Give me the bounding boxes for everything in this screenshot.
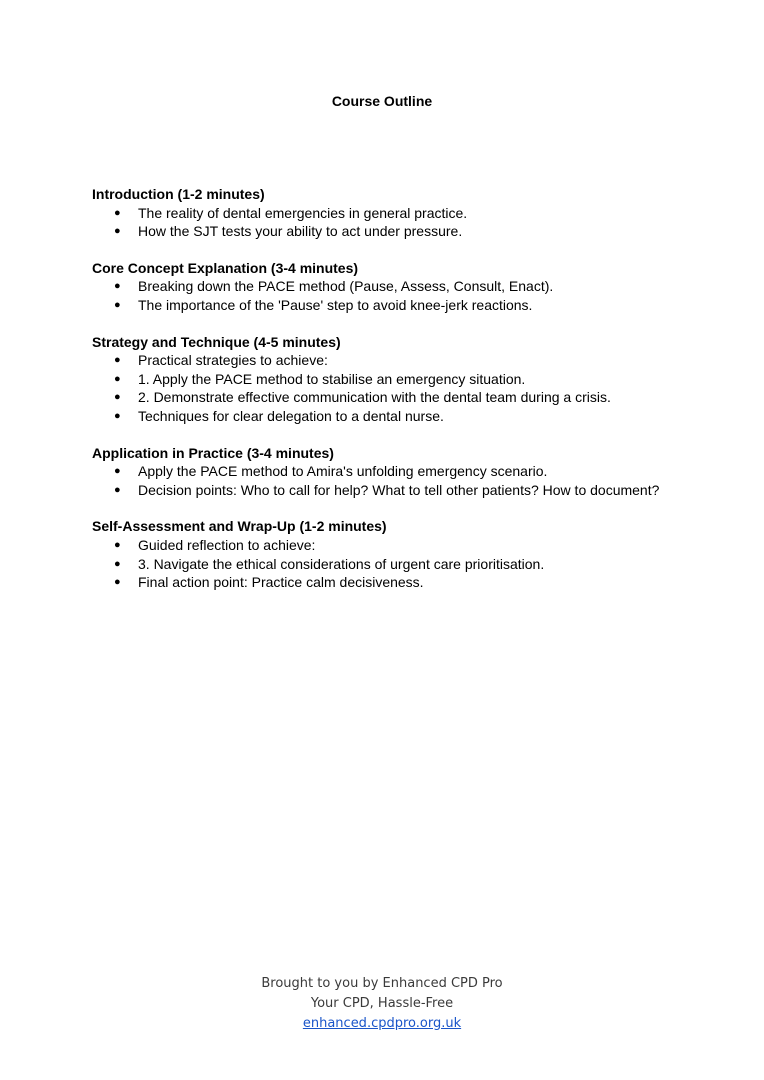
list-item-text: Practical strategies to achieve: (138, 352, 328, 369)
list-item (92, 573, 712, 592)
list-item (92, 481, 712, 500)
footer-website-link[interactable]: enhanced.cpdpro.org.uk (302, 1016, 462, 1031)
page-title: Course Outline (331, 93, 433, 109)
bullet-icon: ● (114, 225, 121, 238)
section-core-concept (92, 259, 712, 315)
bullet-icon: ● (114, 206, 121, 219)
list-item-text: How the SJT tests your ability to act under pressure. (138, 223, 463, 240)
bullet-list (92, 351, 712, 425)
list-item-text: 3. Navigate the ethical considerations of urgent care prioritisation. (138, 555, 545, 572)
section-strategy (92, 333, 712, 426)
list-item (92, 536, 712, 555)
bullet-icon: ● (114, 409, 121, 422)
section-introduction (92, 185, 712, 241)
course-outline-content (92, 185, 712, 610)
section-heading: Application in Practice (3-4 minutes) (92, 444, 334, 461)
bullet-icon: ● (114, 391, 121, 404)
footer-tagline: Brought to you by Enhanced CPD Pro (261, 976, 503, 991)
list-item-text: 1. Apply the PACE method to stabilise an emergency situation. (138, 370, 526, 387)
list-item (92, 462, 712, 481)
list-item (92, 388, 712, 407)
section-heading: Core Concept Explanation (3-4 minutes) (92, 259, 359, 276)
bullet-icon: ● (114, 280, 121, 293)
list-item (92, 222, 712, 241)
list-item (92, 555, 712, 574)
list-item (92, 277, 712, 296)
list-item (92, 204, 712, 223)
footer-slogan: Your CPD, Hassle-Free (310, 996, 454, 1011)
section-heading: Strategy and Technique (4-5 minutes) (92, 333, 341, 350)
list-item-text: Final action point: Practice calm decisiveness. (138, 574, 424, 591)
bullet-icon: ● (114, 372, 121, 385)
section-self-assessment (92, 517, 712, 591)
list-item-text: Apply the PACE method to Amira's unfolding emergency scenario. (138, 463, 548, 480)
bullet-list (92, 277, 712, 314)
bullet-icon: ● (114, 576, 121, 589)
section-heading: Introduction (1-2 minutes) (92, 186, 265, 202)
bullet-list (92, 204, 712, 241)
list-item-text: Breaking down the PACE method (Pause, Assess, Consult, Enact). (138, 278, 554, 295)
bullet-icon: ● (114, 538, 121, 551)
section-application (92, 444, 712, 500)
bullet-icon: ● (114, 557, 121, 570)
list-item-text: Decision points: Who to call for help? What to tell other patients? How to document? (138, 481, 660, 498)
bullet-icon: ● (114, 298, 121, 311)
list-item-text: The importance of the 'Pause' step to avoid knee-jerk reactions. (138, 296, 533, 313)
bullet-icon: ● (114, 483, 121, 496)
list-item-text: Guided reflection to achieve: (138, 536, 316, 553)
list-item (92, 351, 712, 370)
list-item-text: 2. Demonstrate effective communication with the dental team during a crisis. (138, 389, 611, 406)
bullet-icon: ● (114, 354, 121, 367)
list-item (92, 370, 712, 389)
list-item (92, 296, 712, 315)
bullet-list (92, 536, 712, 592)
list-item-text: Techniques for clear delegation to a dental nurse. (138, 407, 444, 424)
footer (0, 974, 764, 1034)
list-item (92, 407, 712, 426)
section-heading: Self-Assessment and Wrap-Up (1-2 minutes) (92, 518, 387, 535)
bullet-list (92, 462, 712, 499)
list-item-text: The reality of dental emergencies in general practice. (138, 204, 468, 221)
bullet-icon: ● (114, 465, 121, 478)
